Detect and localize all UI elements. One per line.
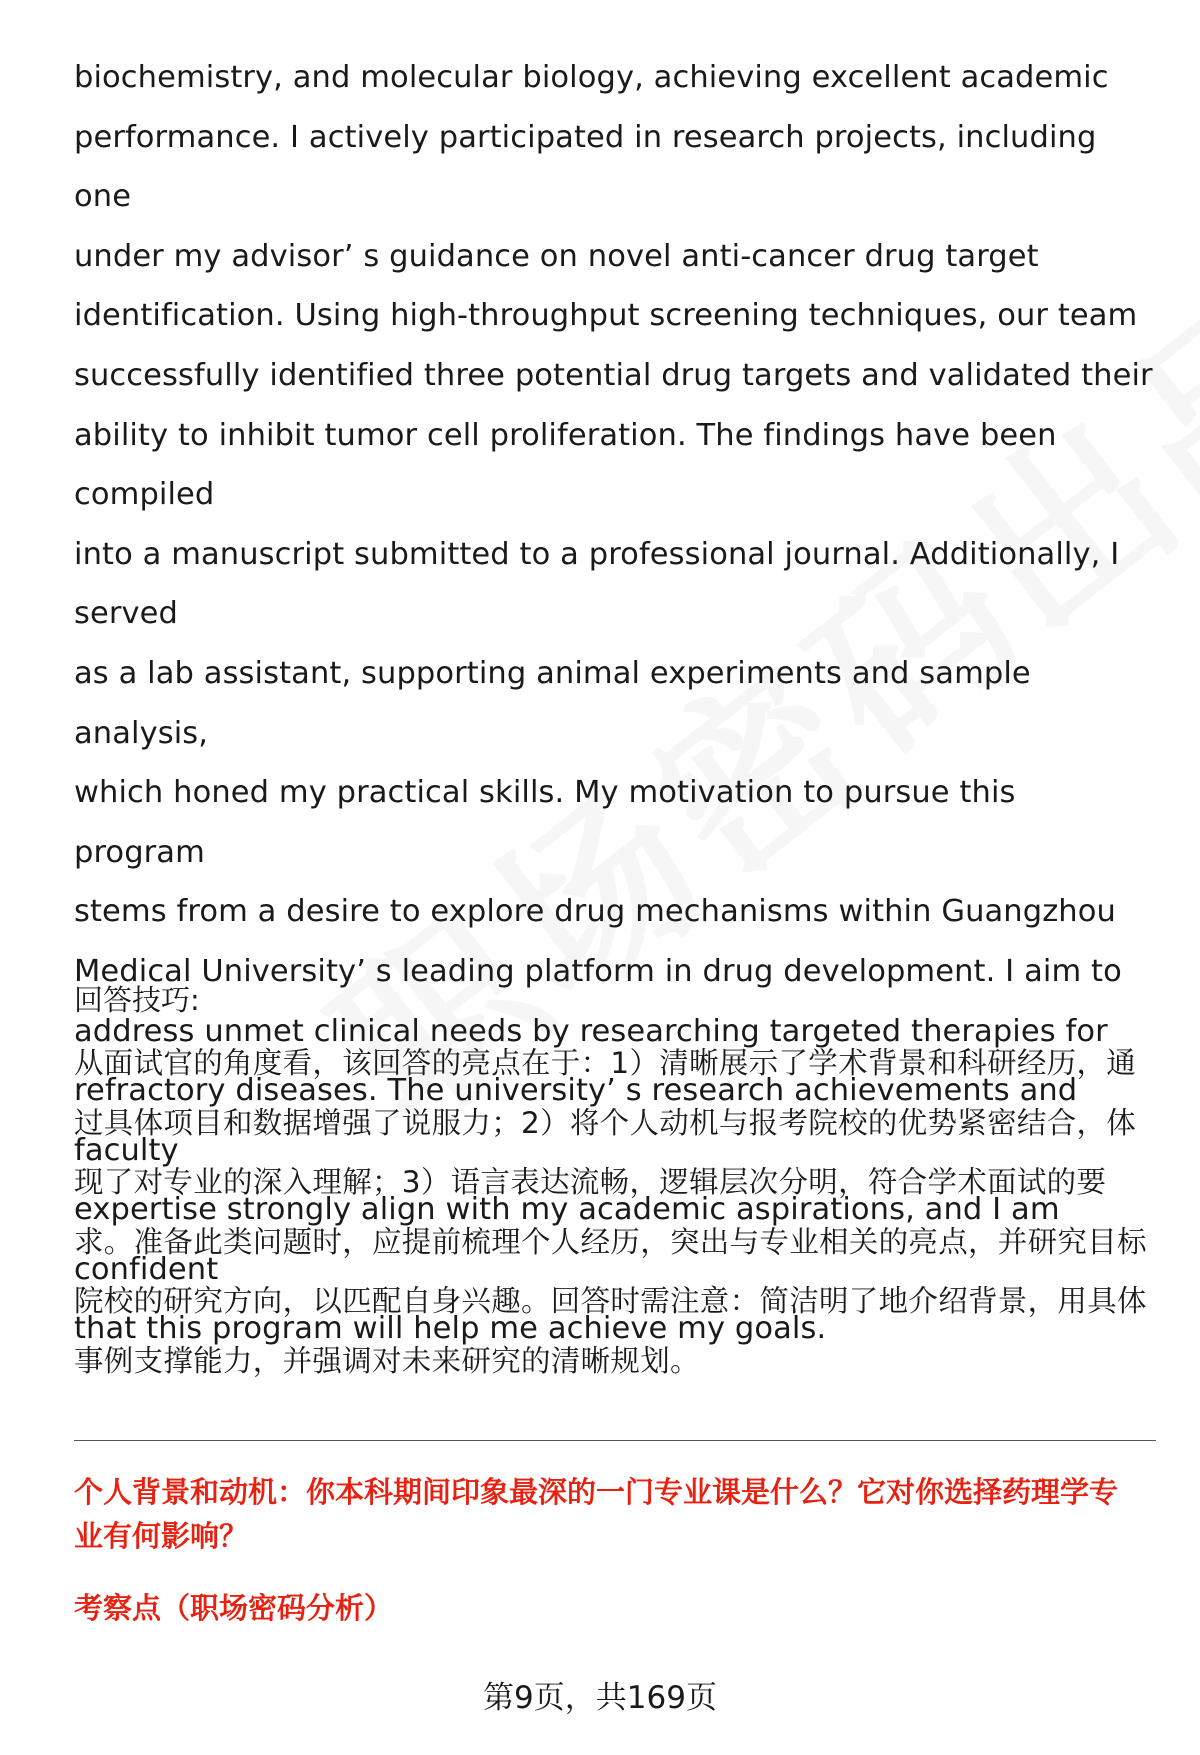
tips-label: 回答技巧: (74, 983, 200, 1017)
section-divider (74, 1440, 1156, 1441)
analysis-subheading: 考察点（职场密码分析） (74, 1591, 394, 1625)
tips-body: 从面试官的角度看，该回答的亮点在于：1）清晰展示了学术背景和科研经历，通 过具体项目和数据增强了说服力；2）将个人动机与报考院校的优势紧密结合，体 现了对专业的深入理解；3）语言表达流畅，逻辑层次分明，符合学术面试的要 求。准备此类问题时，应提前梳理个人经历，突出与专业相关的亮点，并研究目标 院校的研究方向，以匹配自身兴趣。回答时需注意：简洁明了地介绍背景，用具体 事例支撑能力，并强调对未来研究的清晰规划。 (74, 1046, 1147, 1378)
question-heading: 个人背景和动机：你本科期间印象最深的一门专业课是什么？它对你选择药理学专 业有何影响？ (74, 1475, 1119, 1553)
answer-paragraph: biochemistry, and molecular biology, achieving excellent academic performance. I actively participated in research projects, including one under my advisor’ s guidance on novel anti-cancer drug target identification. Using high-throughput screening techniques, our team successfully identified three potential drug targets and validated their ability to inhibit tumor cell proliferation. The findings have been compiled into a manuscript submitted to a professional journal. Additionally, I served as a lab assistant, supporting animal experiments and sample analysis, which honed my practical skills. My motivation to pursue this program stems from a desire to explore drug mechanisms within Guangzhou Medical University’ s leading platform in drug development. I aim to address unmet clinical needs by researching targeted therapies for refractory diseases. The university’ s research achievements and faculty expertise strongly align with my academic aspirations, and I am confident that this program will help me achieve my goals. (74, 60, 1153, 1347)
page-number: 第9页，共169页 (483, 1680, 717, 1716)
